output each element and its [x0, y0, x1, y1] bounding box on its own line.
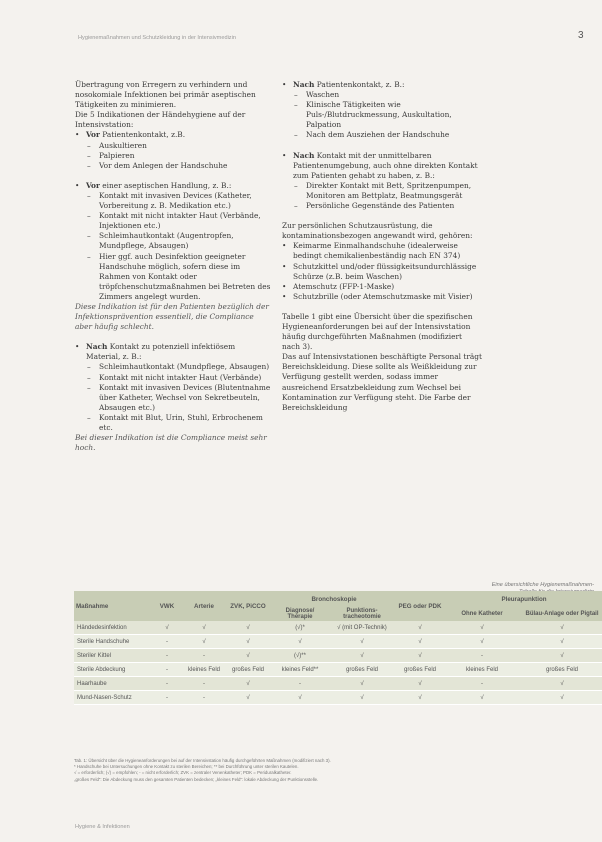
- table-cell: √: [184, 621, 224, 635]
- indication-text: Patientenkontakt, z.B.: [99, 130, 186, 140]
- column-header: Bronchoskopie: [272, 591, 396, 607]
- list-item: • Schutzbrille (oder Atemschutzmaske mit Visier): [282, 292, 482, 302]
- indication-4: [282, 80, 482, 141]
- column-header: Pleurapunktion: [444, 591, 602, 607]
- indication-lead: Nach: [293, 80, 315, 89]
- footnote: „großes Feld“: Die Abdeckung muss den gesamten Patienten bedecken; „kleines Feld“: lokale Abdeckung der Punktionsstelle.: [74, 776, 319, 782]
- indication-text: einer aseptischen Handlung, z. B.:: [99, 180, 232, 190]
- indication-lead: Nach: [86, 342, 108, 352]
- table-cell: √: [396, 649, 444, 663]
- page-footer: Hygiene & Infektionen: [75, 824, 130, 830]
- list-item: – Schleimhautkontakt (Augentropfen, Mundpflege, Absaugen): [75, 231, 271, 251]
- table-cell: √: [328, 649, 396, 663]
- table-cell: (√)*: [272, 621, 328, 635]
- table-cell: -: [272, 677, 328, 691]
- list-item: – Kontakt mit Blut, Urin, Stuhl, Erbrochenem etc.: [75, 413, 271, 433]
- table-cell: kleines Feld**: [272, 663, 328, 677]
- column-subheader: Ohne Katheter: [444, 607, 520, 621]
- table-cell: großes Feld: [396, 663, 444, 677]
- list-item: – Vor dem Anlegen der Handschuhe: [75, 161, 271, 171]
- list-item: – Schleimhautkontakt (Mundpflege, Absaugen): [75, 362, 271, 372]
- table-cell: -: [184, 649, 224, 663]
- table-cell: großes Feld: [520, 663, 602, 677]
- table-cell: √: [328, 635, 396, 649]
- table-cell: √: [520, 635, 602, 649]
- table-cell: √: [272, 691, 328, 705]
- table-cell: √: [224, 621, 272, 635]
- table-cell: kleines Feld: [444, 663, 520, 677]
- column-header: VWK: [150, 591, 184, 621]
- footnote: * Handschuhe bei Untersuchungen ohne Kontakt zu sterilen Bereichen; ** bei Durchführung unter sterilen Kautelen.: [74, 764, 299, 770]
- footnote: Tab. 1: Übersicht über die Hygieneanforderungen bei auf der Intensivstation häufig durchgeführten Maßnahmen (modifiziert nach 3).: [74, 758, 331, 763]
- table-cell: √: [272, 635, 328, 649]
- running-header: Hygienemaßnahmen und Schutzkleidung in der Intensivmedizin: [78, 35, 236, 41]
- column-subheader: Bülau-Anlage oder Pigtail: [520, 607, 602, 621]
- row-label: Händedesinfektion: [74, 621, 150, 635]
- table-cell: kleines Feld: [184, 663, 224, 677]
- table-cell: √: [520, 621, 602, 635]
- table-cell: -: [444, 677, 520, 691]
- table-cell: √: [184, 635, 224, 649]
- list-item: – Direkter Kontakt mit Bett, Spritzenpumpen, Monitoren am Bettplatz, Beatmungsgerät: [282, 181, 482, 201]
- table-cell: -: [444, 649, 520, 663]
- table-cell: √: [224, 635, 272, 649]
- table-cell: großes Feld: [328, 663, 396, 677]
- table-cell: -: [184, 691, 224, 705]
- table-cell: √: [328, 677, 396, 691]
- indication-note: Bei dieser Indikation ist die Compliance meist sehr hoch.: [75, 433, 267, 453]
- indication-text: Patientenkontakt, z. B.:: [314, 80, 405, 89]
- row-label: Sterile Handschuhe: [74, 635, 150, 649]
- table-row: [74, 649, 602, 663]
- table-cell: √: [224, 677, 272, 691]
- table-row: [74, 635, 602, 649]
- list-item: – Kontakt mit invasiven Devices (Blutentnahme über Katheter, Wechsel von Sekretbeuteln, Absaugen etc.): [75, 383, 271, 413]
- table-body: [74, 621, 602, 705]
- body-paragraph: Tabelle 1 gibt eine Übersicht über die spezifischen Hygieneanforderungen bei auf der Intensivstation häufig durchgeführten Maßnahmen (modifiziert nach 3).: [282, 311, 473, 352]
- column-header: Maßnahme: [74, 591, 150, 621]
- list-item: – Waschen: [282, 90, 482, 100]
- row-label: Mund-Nasen-Schutz: [74, 691, 150, 705]
- table-row: [74, 677, 602, 691]
- table-footnotes: [74, 758, 594, 783]
- list-item: – Kontakt mit nicht intakter Haut (Verbände, Injektionen etc.): [75, 211, 271, 231]
- table-cell: -: [184, 677, 224, 691]
- table-cell: √: [396, 691, 444, 705]
- table-cell: (√)**: [272, 649, 328, 663]
- table-cell: √: [224, 649, 272, 663]
- table-cell: √: [444, 635, 520, 649]
- intro-paragraph: Übertragung von Erregern zu verhindern und nosokomiale Infektionen bei primär aseptischen Tätigkeiten zu minimieren.: [75, 80, 256, 110]
- list-item: – Nach dem Ausziehen der Handschuhe: [282, 130, 482, 140]
- table-cell: -: [150, 691, 184, 705]
- indications-intro: Die 5 Indikationen der Händehygiene auf der Intensivstation:: [75, 110, 246, 130]
- table-cell: √: [444, 691, 520, 705]
- table-row: [74, 691, 602, 705]
- list-item: – Auskultieren: [75, 141, 271, 151]
- list-item: • Keimarme Einmalhandschuhe (idealerweise bedingt chemikalienbeständig nach EN 374): [282, 241, 482, 261]
- left-column: [75, 80, 271, 453]
- indication-2: [75, 181, 271, 332]
- column-subheader: Diagnose/ Therapie: [272, 607, 328, 621]
- page-number: 3: [578, 30, 584, 41]
- list-item: – Palpieren: [75, 151, 271, 161]
- list-item: • Schutzkittel und/oder flüssigkeitsundurchlässige Schürze (z.B. beim Waschen): [282, 262, 482, 282]
- indication-5: [282, 151, 482, 212]
- table-cell: √: [224, 691, 272, 705]
- indication-1: [75, 130, 271, 170]
- list-item: – Kontakt mit invasiven Devices (Katheter, Vorbereitung z. B. Medikation etc.): [75, 191, 271, 211]
- table-cell: √: [444, 621, 520, 635]
- table-cell: -: [150, 677, 184, 691]
- list-item: – Kontakt mit nicht intakter Haut (Verbände): [75, 373, 271, 383]
- body-paragraph: Das auf Intensivstationen beschäftigte Personal trägt Bereichskleidung. Diese sollte als Weißkleidung zur Verfügung gestellt werden, sodass immer ausreichend Ersatzbekleidung zum Wechsel bei Kontamination zur Verfügung steht. Die Farbe der Bereichskleidung: [282, 352, 483, 412]
- indication-text: Kontakt zu potenziell infektiösem Material, z. B.:: [86, 342, 236, 362]
- table-row: [74, 621, 602, 635]
- table-caption: Eine übersichtliche Hygienemaßnahmen-: [491, 582, 594, 588]
- column-subheader: Punktions-tracheotomie: [328, 607, 396, 621]
- table-cell: -: [150, 635, 184, 649]
- right-column: [282, 80, 482, 413]
- indication-lead: Vor: [86, 130, 100, 140]
- column-header: PEG oder PDK: [396, 591, 444, 621]
- table-cell: großes Feld: [224, 663, 272, 677]
- table-cell: √: [396, 677, 444, 691]
- indication-note: Diese Indikation ist für den Patienten bezüglich der Infektionsprävention essentiell, die Compliance aber häufig schlecht.: [75, 301, 269, 332]
- list-item: – Persönliche Gegenstände des Patienten: [282, 201, 482, 211]
- psa-list: [282, 241, 482, 302]
- table-cell: √: [396, 621, 444, 635]
- table-cell: √: [520, 649, 602, 663]
- indication-lead: Vor: [86, 180, 100, 190]
- table-cell: -: [150, 663, 184, 677]
- table-cell: √: [328, 691, 396, 705]
- column-header: ZVK, PiCCO: [224, 591, 272, 621]
- hygiene-table: [74, 591, 602, 705]
- table-cell: √ (mit OP-Technik): [328, 621, 396, 635]
- table-cell: √: [520, 677, 602, 691]
- row-label: Steriler Kittel: [74, 649, 150, 663]
- table-cell: -: [150, 649, 184, 663]
- table-row: [74, 663, 602, 677]
- table-cell: √: [150, 621, 184, 635]
- indication-3: [75, 342, 271, 453]
- row-label: Sterile Abdeckung: [74, 663, 150, 677]
- indication-lead: Nach: [293, 150, 315, 160]
- list-item: – Hier ggf. auch Desinfektion geeigneter Handschuhe möglich, sofern diese im Rahmen von Kontakt oder tröpfchenschutzmaßnahmen bei Betreten des Zimmers angelegt wurden.: [75, 252, 271, 302]
- psa-intro: Zur persönlichen Schutzausrüstung, die kontaminationsbezogen angewandt wird, gehören:: [282, 221, 473, 241]
- indication-text: Kontakt mit der unmittelbaren Patientenumgebung, auch ohne direkten Kontakt zum Patienten gehabt zu haben, z. B.:: [293, 150, 478, 180]
- footnote: √ = erforderlich; (√) = empfohlen; - = nicht erforderlich; ZVK = zentraler Venenkatheter; PDK = Periduralkatheter.: [74, 770, 292, 776]
- row-label: Haarhaube: [74, 677, 150, 691]
- list-item: • Atemschutz (FFP-1-Maske): [282, 282, 482, 292]
- table-cell: √: [520, 691, 602, 705]
- table-cell: √: [396, 635, 444, 649]
- list-item: – Klinische Tätigkeiten wie Puls-/Blutdruckmessung, Auskultation, Palpation: [282, 100, 482, 130]
- column-header: Arterie: [184, 591, 224, 621]
